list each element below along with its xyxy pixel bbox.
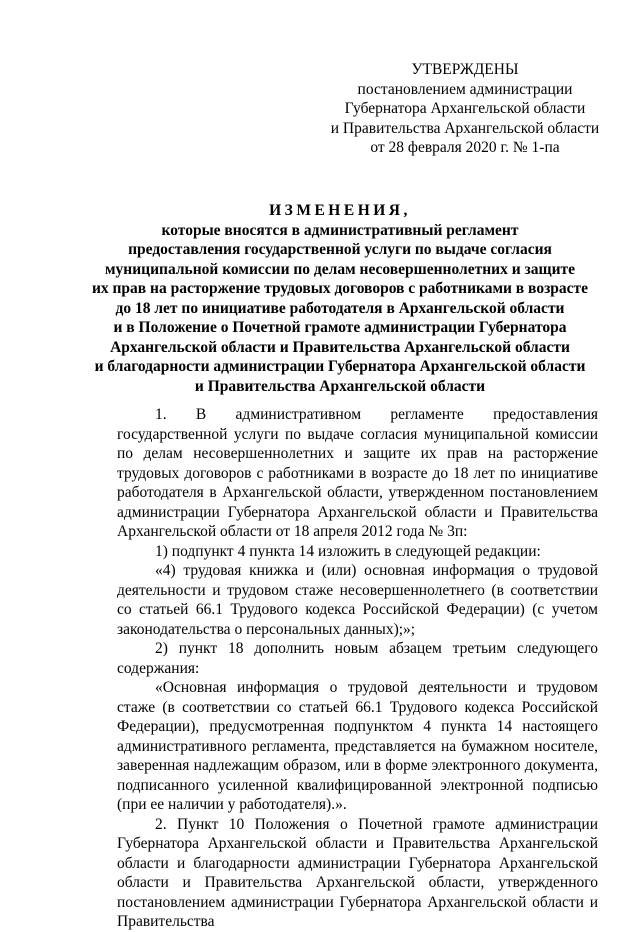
quoted-text: «4) трудовая книжка и (или) основная информация о трудовой деятельности и трудовом стаже несовершеннолетнего (в соответствии со статьей 66.1 Трудового кодекса Российской Федерации) (с учетом законодательства о персональных данных);»; <box>117 562 598 638</box>
approval-stamp <box>290 60 640 158</box>
heading-line: предоставления государственной услуги по выдаче согласия <box>128 241 552 258</box>
approval-line: постановлением администрации <box>357 80 573 98</box>
approval-line: Губернатора Архангельской области <box>344 100 586 117</box>
document-heading <box>60 201 620 396</box>
heading-line: их прав на расторжение трудовых договоров с работниками в возрасте <box>91 280 589 297</box>
heading-line: и благодарности администрации Губернатора Архангельской области <box>94 358 586 375</box>
approval-line: и Правительства Архангельской области <box>330 119 600 137</box>
paragraph-item-1: 1. В административном регламенте предоставления государственной услуги по выдаче согласия муниципальной комиссии по делам несовершеннолетних и защите их прав на расторжение трудовых договоров с работниками в возрасте до 18 лет по инициативе работодателя в Архангельской области, утвержденном постановлением администрации Губернатора Архангельской области и Правительства Архангельской области от 18 апреля 2012 года № 3п: <box>117 406 598 540</box>
document-title: ИЗМЕНЕНИЯ, <box>269 202 411 219</box>
heading-line: которые вносятся в административный регламент <box>161 221 519 239</box>
subparagraph-1: 1) подпункт 4 пункта 14 изложить в следующей редакции: <box>155 542 541 560</box>
heading-line: муниципальной комиссии по делам несовершеннолетних и защите <box>104 260 575 278</box>
approval-title: УТВЕРЖДЕНЫ <box>411 61 519 78</box>
heading-line: и Правительства Архангельской области <box>194 377 486 395</box>
document-body <box>117 405 598 932</box>
heading-line: до 18 лет по инициативе работодателя в Архангельской области <box>115 299 565 317</box>
quoted-text: «Основная информация о трудовой деятельности и трудовом стаже (в соответствии со статьей 66.1 Трудового кодекса Российской Федерации), предусмотренная подпунктом 4 пункта 14 настоящего административного регламента, представляется на бумажном носителе, заверенная надлежащим образом, или в форме электронного документа, подписанного усиленной квалифицированной электронной подписью (при ее наличии у работодателя).». <box>117 679 598 813</box>
subparagraph-2: 2) пункт 18 дополнить новым абзацем третьим следующего содержания: <box>117 640 598 677</box>
approval-date: от 28 февраля 2020 г. № 1-па <box>370 139 560 156</box>
heading-line: и в Положение о Почетной грамоте администрации Губернатора <box>113 319 567 336</box>
heading-line: Архангельской области и Правительства Архангельской области <box>110 338 570 356</box>
paragraph-item-2: 2. Пункт 10 Положения о Почетной грамоте администрации Губернатора Архангельской области и Правительства Архангельской области и благодарности администрации Губернатора Архангельской области и Правительства Архангельской области, утвержденного постановлением администрации Губернатора Архангельской области и Правительства <box>117 815 598 930</box>
